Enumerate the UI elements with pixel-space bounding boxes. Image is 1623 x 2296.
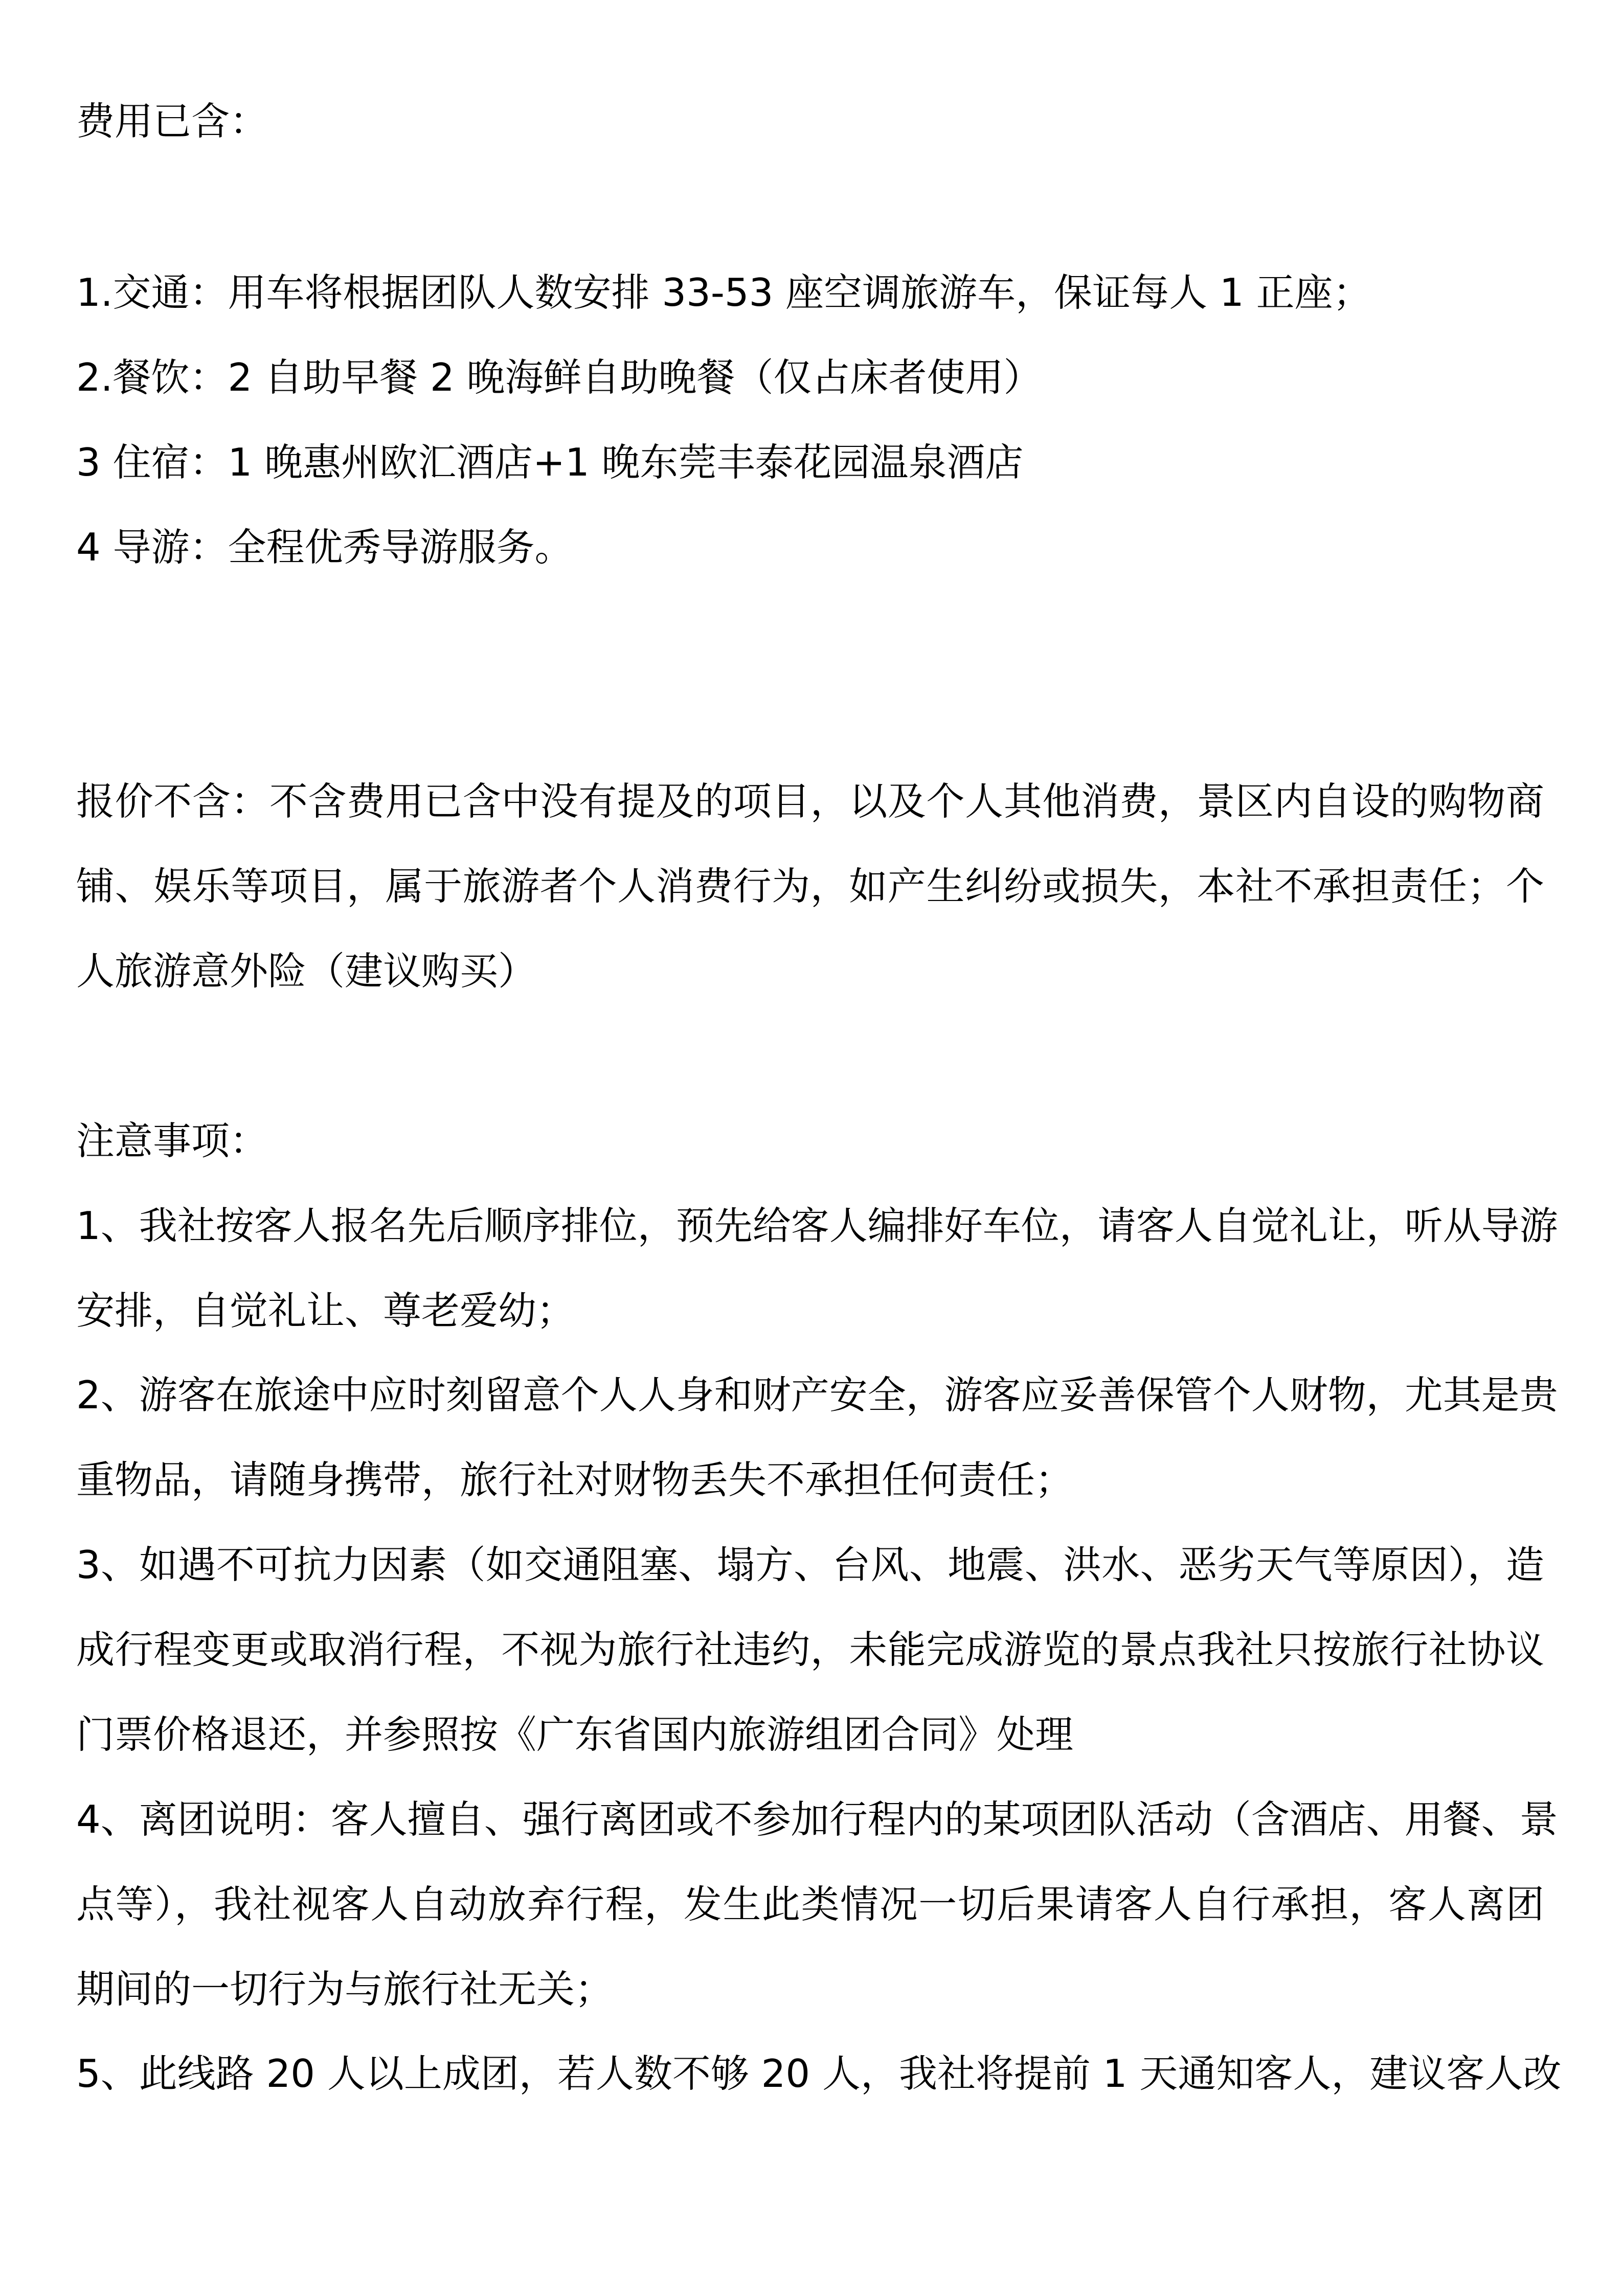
note-line: 5、此线路 20 人以上成团，若人数不够 20 人，我社将提前 1 天通知客人，建议客人改 <box>76 2051 1562 2096</box>
note-line: 安排，自觉礼让、尊老爱幼； <box>76 1288 575 1333</box>
excluded-text-line: 人旅游意外险（建议购买） <box>76 949 537 994</box>
notes-heading: 注意事项： <box>76 1118 268 1163</box>
included-heading: 费用已含： <box>76 99 268 144</box>
excluded-text-line: 铺、娱乐等项目，属于旅游者个人消费行为，如产生纠纷或损失，本社不承担责任；个 <box>76 864 1544 909</box>
included-item-transport: 1.交通：用车将根据团队人数安排 33-53 座空调旅游车，保证每人 1 正座； <box>76 270 1371 315</box>
note-line: 1、我社按客人报名先后顺序排位，预先给客人编排好车位，请客人自觉礼让，听从导游 <box>76 1203 1558 1248</box>
note-line: 4、离团说明：客人擅自、强行离团或不参加行程内的某项团队活动（含酒店、用餐、景 <box>76 1797 1558 1842</box>
included-item-meals: 2.餐饮：2 自助早餐 2 晚海鲜自助晚餐（仅占床者使用） <box>76 355 1042 400</box>
note-line: 点等），我社视客人自动放弃行程，发生此类情况一切后果请客人自行承担，客人离团 <box>76 1882 1544 1927</box>
note-line: 重物品，请随身携带，旅行社对财物丢失不承担任何责任； <box>76 1457 1074 1502</box>
included-item-guide: 4 导游：全程优秀导游服务。 <box>76 525 573 570</box>
note-line: 成行程变更或取消行程，不视为旅行社违约，未能完成游览的景点我社只按旅行社协议 <box>76 1627 1544 1672</box>
included-item-accommodation: 3 住宿：1 晚惠州欧汇酒店+1 晚东莞丰泰花园温泉酒店 <box>76 440 1024 485</box>
note-line: 2、游客在旅途中应时刻留意个人人身和财产安全，游客应妥善保管个人财物，尤其是贵 <box>76 1372 1558 1417</box>
note-line: 3、如遇不可抗力因素（如交通阻塞、塌方、台风、地震、洪水、恶劣天气等原因），造 <box>76 1542 1544 1587</box>
note-line: 门票价格退还，并参照按《广东省国内旅游组团合同》处理 <box>76 1712 1074 1757</box>
excluded-text-line: 报价不含：不含费用已含中没有提及的项目，以及个人其他消费，景区内自设的购物商 <box>76 779 1544 824</box>
note-line: 期间的一切行为与旅行社无关； <box>76 1967 614 2012</box>
